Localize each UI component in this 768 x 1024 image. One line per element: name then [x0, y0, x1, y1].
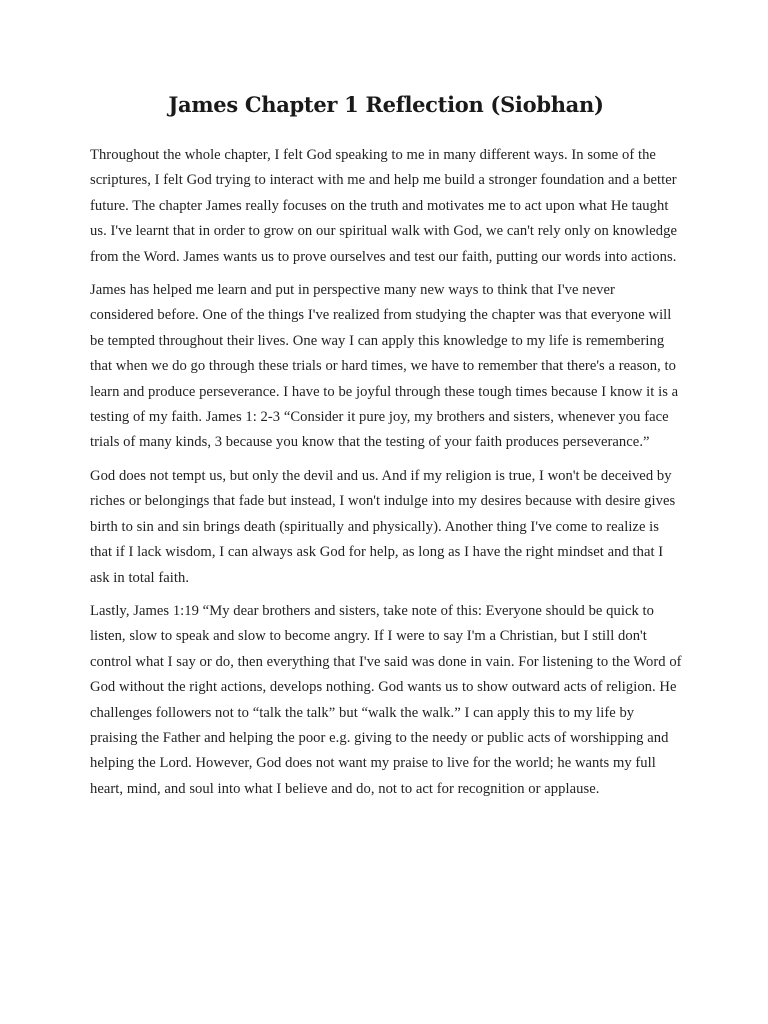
document-title: James Chapter 1 Reflection (Siobhan)	[168, 92, 604, 117]
paragraph-3: God does not tempt us, but only the devil and us. And if my religion is true, I won't be deceived by riches or belongings that fade but instead, I won't indulge into my desires because with desire gives birth to sin and sin brings death (spiritually and physically). Another thing I've come to realize is that if I lack wisdom, I can always ask God for help, as long as I have the right mindset and that I ask in total faith.	[90, 467, 676, 586]
paragraph-2: James has helped me learn and put in perspective many new ways to think that I've never considered before. One of the things I've realized from studying the chapter was that everyone will be tempted throughout their lives. One way I can apply this knowledge to my life is remembering that when we do go through these trials or hard times, we have to remember that there's a reason, to learn and produce perseverance. I have to be joyful through these tough times because I know it is a testing of my faith. James 1: 2-3 “Consider it pure joy, my brothers and sisters, whenever you face trials of many kinds, 3 because you know that the testing of your faith produces perseverance.”	[90, 282, 679, 451]
paragraph-4: Lastly, James 1:19 “My dear brothers and sisters, take note of this: Everyone should be quick to listen, slow to speak and slow to become angry. If I were to say I'm a Christian, but I still don't control what I say or do, then everything that I've said was done in vain. For listening to the Word of God without the right actions, develops nothing. God wants us to show outward acts of religion. He challenges followers not to “talk the talk” but “walk the walk.” I can apply this to my life by praising the Father and helping the poor e.g. giving to the needy or public acts of worshipping and helping the Lord. However, God does not want my praise to live for the world; he wants my full heart, mind, and soul into what I believe and do, not to act for recognition or applause.	[90, 602, 682, 797]
paragraph-1: Throughout the whole chapter, I felt God speaking to me in many different ways. In some of the scriptures, I felt God trying to interact with me and help me build a stronger foundation and a better future. The chapter James really focuses on the truth and motivates me to act upon what He taught us. I've learnt that in order to grow on our spiritual walk with God, we can't rely only on knowledge from the Word. James wants us to prove ourselves and test our faith, putting our words into actions.	[90, 147, 678, 265]
